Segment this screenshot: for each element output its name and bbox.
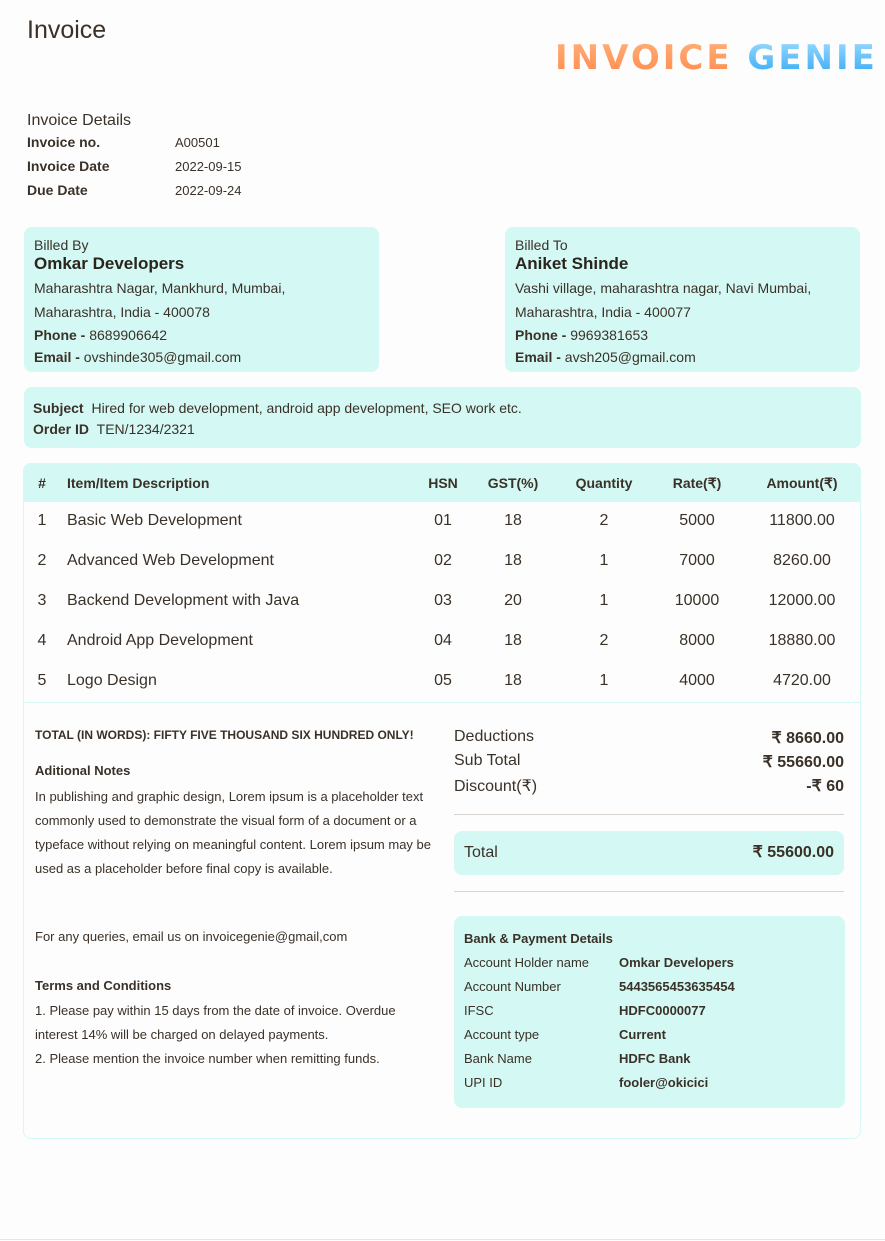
bank-details-heading: Bank & Payment Details — [464, 931, 613, 946]
email-value: avsh205@gmail.com — [564, 349, 696, 365]
col-header-rate: Rate(₹) — [672, 475, 722, 491]
bank-detail-row — [464, 951, 835, 975]
amount-cell: 4720.00 — [773, 672, 831, 689]
discount-row — [454, 776, 844, 796]
total-box — [454, 831, 844, 875]
terms-heading: Terms and Conditions — [35, 978, 172, 993]
email-label: Email - — [515, 349, 561, 365]
term-item: 1. Please pay within 15 days from the date of invoice. Overdue interest 14% will be charged on delayed payments. — [35, 1003, 396, 1042]
discount-value: -₹ 60 — [806, 778, 844, 795]
discount-label: Discount(₹) — [454, 778, 538, 795]
hsn-cell: 05 — [434, 672, 452, 689]
order-id-row — [33, 419, 852, 440]
item-description-cell: Backend Development with Java — [67, 592, 300, 609]
col-header-index: # — [38, 475, 46, 491]
amount-cell: 12000.00 — [768, 592, 836, 609]
amount-cell: 8260.00 — [773, 552, 831, 569]
row-index-cell: 1 — [37, 512, 47, 529]
bank-detail-row — [464, 1071, 835, 1095]
total-value: ₹ 55600.00 — [752, 844, 834, 861]
bank-detail-row — [464, 1047, 835, 1071]
item-description-cell: Android App Development — [67, 632, 253, 649]
gst-cell: 18 — [504, 672, 522, 689]
row-index-cell: 4 — [37, 632, 47, 649]
order-id-value: TEN/1234/2321 — [96, 421, 195, 437]
rate-cell: 4000 — [679, 672, 715, 689]
bank-detail-label: Account type — [464, 1027, 540, 1042]
rate-cell: 8000 — [679, 632, 715, 649]
row-index-cell: 2 — [37, 552, 47, 569]
bank-detail-value: Omkar Developers — [619, 955, 734, 970]
table-row — [24, 542, 860, 582]
hsn-cell: 04 — [434, 632, 452, 649]
row-index-cell: 5 — [37, 672, 47, 689]
term-item: 2. Please mention the invoice number when remitting funds. — [35, 1051, 380, 1066]
page-bottom-border — [0, 1239, 885, 1240]
summary-divider — [454, 814, 844, 815]
bank-detail-label: IFSC — [464, 1003, 494, 1018]
due-date-label: Due Date — [27, 182, 88, 198]
billed-to-phone — [515, 324, 850, 346]
deductions-row — [454, 728, 844, 746]
bank-detail-value: 5443565453635454 — [619, 979, 735, 994]
quantity-cell: 1 — [599, 592, 609, 609]
logo-part-2: GENIE — [747, 38, 878, 78]
invoice-number-label: Invoice no. — [27, 134, 101, 150]
table-divider — [24, 702, 860, 703]
subtotal-row — [454, 752, 844, 770]
phone-label: Phone - — [34, 327, 86, 343]
total-label: Total — [464, 844, 498, 861]
invoice-number-value: A00501 — [175, 135, 220, 150]
subtotal-value: ₹ 55660.00 — [762, 754, 844, 771]
subject-value: Hired for web development, android app development, SEO work etc. — [91, 400, 522, 416]
rate-cell: 5000 — [679, 512, 715, 529]
gst-cell: 20 — [504, 592, 522, 609]
query-email-text: For any queries, email us on invoicegenie@gmail,com — [35, 929, 348, 944]
subject-card — [24, 387, 861, 448]
billed-by-card — [24, 227, 379, 372]
quantity-cell: 2 — [599, 512, 609, 529]
table-row — [24, 582, 860, 622]
table-row — [24, 662, 860, 702]
bank-detail-label: Bank Name — [464, 1051, 532, 1066]
bank-detail-label: Account Number — [464, 979, 561, 994]
due-date-row — [27, 182, 327, 198]
page-title: Invoice — [27, 16, 107, 44]
bank-details-card — [454, 916, 845, 1108]
order-id-label: Order ID — [33, 421, 90, 437]
amount-cell: 11800.00 — [769, 512, 835, 529]
col-header-quantity: Quantity — [575, 475, 633, 491]
logo-part-1: INVOICE — [555, 38, 733, 78]
billed-to-card — [505, 227, 860, 372]
phone-value: 9969381653 — [570, 327, 649, 343]
billed-to-address: Vashi village, maharashtra nagar, Navi Mumbai, Maharashtra, India - 400077 — [515, 280, 812, 320]
subject-label: Subject — [33, 400, 84, 416]
hsn-cell: 01 — [434, 512, 452, 529]
invoice-date-row — [27, 158, 327, 174]
subtotal-label: Sub Total — [454, 752, 521, 769]
email-value: ovshinde305@gmail.com — [83, 349, 242, 365]
email-label: Email - — [34, 349, 80, 365]
billed-by-label: Billed By — [34, 237, 89, 253]
hsn-cell: 02 — [434, 552, 452, 569]
table-row — [24, 502, 860, 542]
table-row — [24, 622, 860, 662]
col-header-gst: GST(%) — [487, 475, 539, 491]
quantity-cell: 1 — [599, 552, 609, 569]
quantity-cell: 2 — [599, 632, 609, 649]
table-header — [24, 464, 860, 502]
rate-cell: 10000 — [674, 592, 720, 609]
bank-detail-row — [464, 975, 835, 999]
bank-detail-label: Account Holder name — [464, 955, 590, 970]
invoice-genie-logo — [555, 38, 878, 78]
gst-cell: 18 — [504, 512, 522, 529]
billed-to-label: Billed To — [515, 237, 568, 253]
gst-cell: 18 — [504, 632, 522, 649]
hsn-cell: 03 — [434, 592, 452, 609]
due-date-value: 2022-09-24 — [175, 183, 242, 198]
item-description-cell: Basic Web Development — [67, 512, 242, 529]
additional-notes-heading: Aditional Notes — [35, 763, 131, 778]
invoice-date-label: Invoice Date — [27, 158, 110, 174]
billed-to-name: Aniket Shinde — [515, 254, 629, 273]
col-header-amount: Amount(₹) — [766, 475, 838, 491]
bank-detail-value: fooler@okicici — [619, 1075, 709, 1090]
billed-by-name: Omkar Developers — [34, 254, 185, 273]
bank-detail-label: UPI ID — [464, 1075, 503, 1090]
billed-by-phone — [34, 324, 369, 346]
phone-label: Phone - — [515, 327, 567, 343]
gst-cell: 18 — [504, 552, 522, 569]
phone-value: 8689906642 — [89, 327, 168, 343]
item-description-cell: Advanced Web Development — [67, 552, 274, 569]
invoice-details-heading: Invoice Details — [27, 112, 132, 129]
billed-by-email — [34, 346, 369, 368]
invoice-number-row — [27, 134, 327, 150]
row-index-cell: 3 — [37, 592, 47, 609]
rate-cell: 7000 — [679, 552, 715, 569]
amount-cell: 18880.00 — [768, 632, 836, 649]
bank-detail-row — [464, 1023, 835, 1047]
terms-list — [35, 999, 440, 1071]
bank-detail-row — [464, 999, 835, 1023]
col-header-description: Item/Item Description — [67, 475, 210, 491]
col-header-hsn: HSN — [428, 475, 458, 491]
total-in-words: TOTAL (IN WORDS): FIFTY FIVE THOUSAND SIX HUNDRED ONLY! — [35, 728, 414, 742]
bank-detail-value: Current — [619, 1027, 666, 1042]
summary-divider — [454, 891, 844, 892]
deductions-label: Deductions — [454, 728, 535, 745]
billed-to-email — [515, 346, 850, 368]
invoice-date-value: 2022-09-15 — [175, 159, 242, 174]
additional-notes-text: In publishing and graphic design, Lorem ipsum is a placeholder text commonly used to demonstrate the visual form of a document or a typeface without relying on meaningful content. Lorem ipsum may be used as a placeholder before final copy is available. — [35, 789, 431, 876]
deductions-value: ₹ 8660.00 — [771, 730, 844, 747]
quantity-cell: 1 — [599, 672, 609, 689]
subject-row — [33, 398, 852, 419]
bank-detail-value: HDFC Bank — [619, 1051, 691, 1066]
billed-by-address: Maharashtra Nagar, Mankhurd, Mumbai, Maharashtra, India - 400078 — [34, 280, 286, 320]
item-description-cell: Logo Design — [67, 672, 157, 689]
bank-detail-value: HDFC0000077 — [619, 1003, 706, 1018]
